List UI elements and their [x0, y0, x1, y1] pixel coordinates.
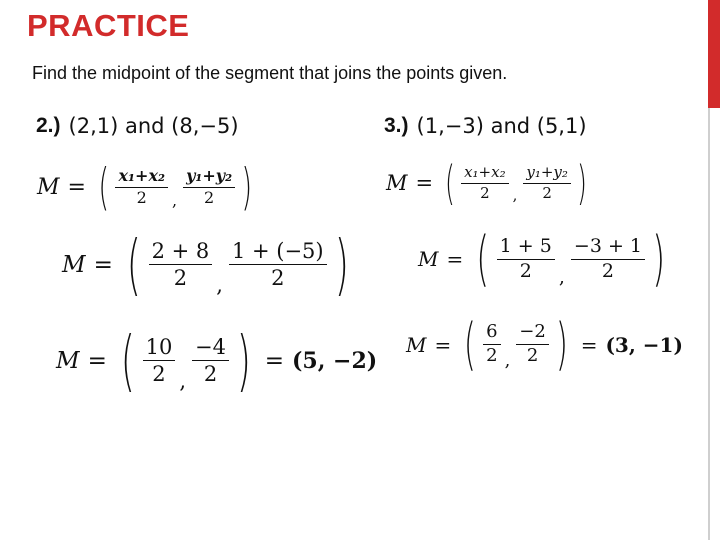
fraction: $\frac{-3 + 1}{2}$ — [571, 236, 645, 283]
problem-3-label: 3.) — [384, 114, 409, 137]
fraction: $\frac{2 + 8}{2}$ — [149, 239, 213, 290]
divider-line — [708, 108, 710, 540]
problem-2-step-2: M = ( $\frac{10}{2}$ , $\frac{-4}{2}$ ) = (5, −2) — [56, 322, 378, 399]
problem-2-formula: M = ( $\frac{\text{x₁+x₂}}{2}$ , $\frac{\text{y₁+y₂}}{2}$ ) — [37, 158, 253, 216]
problem-3-points: (1,−3) and (5,1) — [416, 114, 587, 138]
accent-bar — [708, 0, 720, 108]
fraction: $\frac{6}{2}$ — [483, 322, 500, 366]
problem-2-answer: (5, −2) — [292, 347, 378, 374]
problem-2-header — [36, 114, 239, 138]
fraction: $\frac{10}{2}$ — [143, 335, 176, 386]
fraction: $\frac{-2}{2}$ — [516, 322, 549, 366]
problem-3-step-1: M = ( $\frac{1 + 5}{2}$ , $\frac{-3 + 1}{2}$ ) — [418, 224, 666, 294]
problem-3-header — [384, 114, 587, 138]
fraction: $\frac{1 + 5}{2}$ — [497, 236, 555, 283]
instructions: Find the midpoint of the segment that joins the points given. — [32, 63, 508, 83]
fraction: $\frac{\text{y₁+y₂}}{2}$ — [183, 167, 235, 207]
fraction: $\frac{-4}{2}$ — [192, 335, 229, 386]
fraction: $\frac{\text{x₁+x₂}}{2}$ — [461, 164, 509, 202]
fraction: $\frac{\text{y₁+y₂}}{2}$ — [523, 164, 571, 202]
fraction: $\frac{1 + (-5)}{2}$ — [229, 239, 327, 290]
fraction: $\frac{\text{x₁+x₂}}{2}$ — [115, 167, 168, 207]
problem-3-formula: M = ( $\frac{\text{x₁+x₂}}{2}$ , $\frac{\text{y₁+y₂}}{2}$ ) — [386, 156, 587, 210]
problem-3-step-2: M = ( $\frac{6}{2}$ , $\frac{-2}{2}$ ) = (3, −1) — [406, 312, 683, 377]
problem-3-answer: (3, −1) — [605, 332, 683, 357]
problem-2-label: 2.) — [36, 114, 61, 137]
page-title: PRACTICE — [27, 8, 190, 43]
problem-2-points: (2,1) and (8,−5) — [68, 114, 239, 138]
problem-2-step-1: M = ( $\frac{2 + 8}{2}$ , $\frac{1 + (-5)}{2}$ ) — [62, 226, 349, 303]
